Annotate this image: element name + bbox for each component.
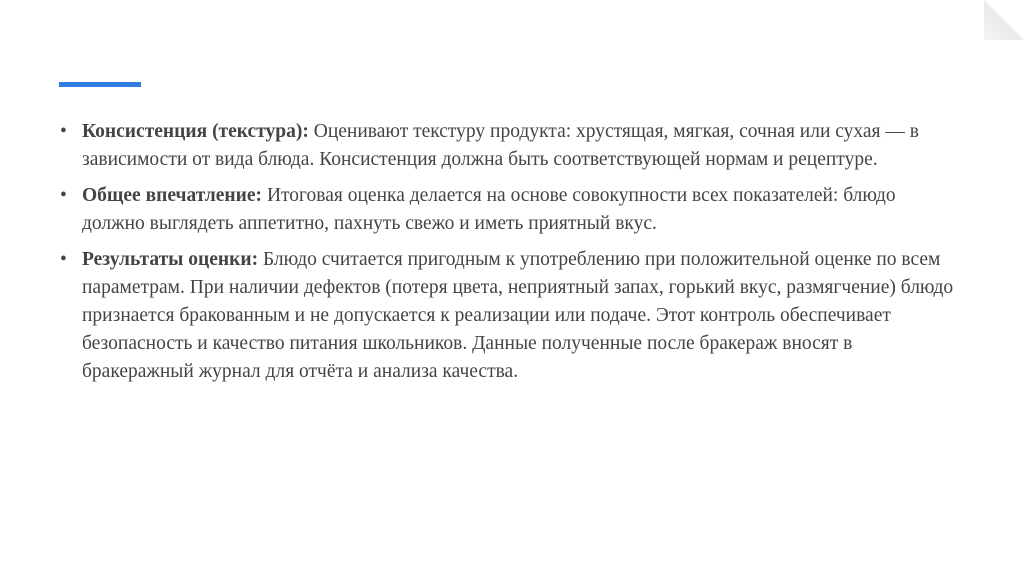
bullet-term: Результаты оценки: [82, 249, 259, 270]
bullet-term: Общее впечатление: [82, 185, 263, 206]
bullet-dot-icon: • [60, 185, 67, 206]
bullet-item-consistency [60, 118, 960, 174]
bullet-text: Блюдо считается пригодным к употреблению при положительной оценке по всем параметрам. При наличии дефектов (потеря цвета, неприятный запах, горький вкус, размягчение) блюдо признается бракованным и не допускается к реализации или подаче. Этот контроль обеспечивает безопасность и качество питания школьников. Данные полученные после бракераж вносят в бракеражный журнал для отчёта и анализа качества. [82, 249, 954, 382]
slide-content [60, 118, 960, 394]
accent-bar [59, 82, 141, 87]
bullet-term: Консистенция (текстура): [82, 121, 309, 142]
page-corner-fold [984, 0, 1024, 40]
bullet-list [60, 118, 960, 386]
bullet-dot-icon: • [60, 249, 67, 270]
bullet-item-evaluation-results [60, 246, 960, 386]
bullet-text: Итоговая оценка делается на основе совокупности всех показателей: блюдо должно выглядеть аппетитно, пахнуть свежо и иметь приятный вкус. [82, 185, 896, 234]
bullet-dot-icon: • [60, 121, 67, 142]
bullet-item-overall-impression [60, 182, 960, 238]
bullet-text: Оценивают текстуру продукта: хрустящая, мягкая, сочная или сухая — в зависимости от вида блюда. Консистенция должна быть соответствующей нормам и рецептуре. [82, 121, 919, 170]
